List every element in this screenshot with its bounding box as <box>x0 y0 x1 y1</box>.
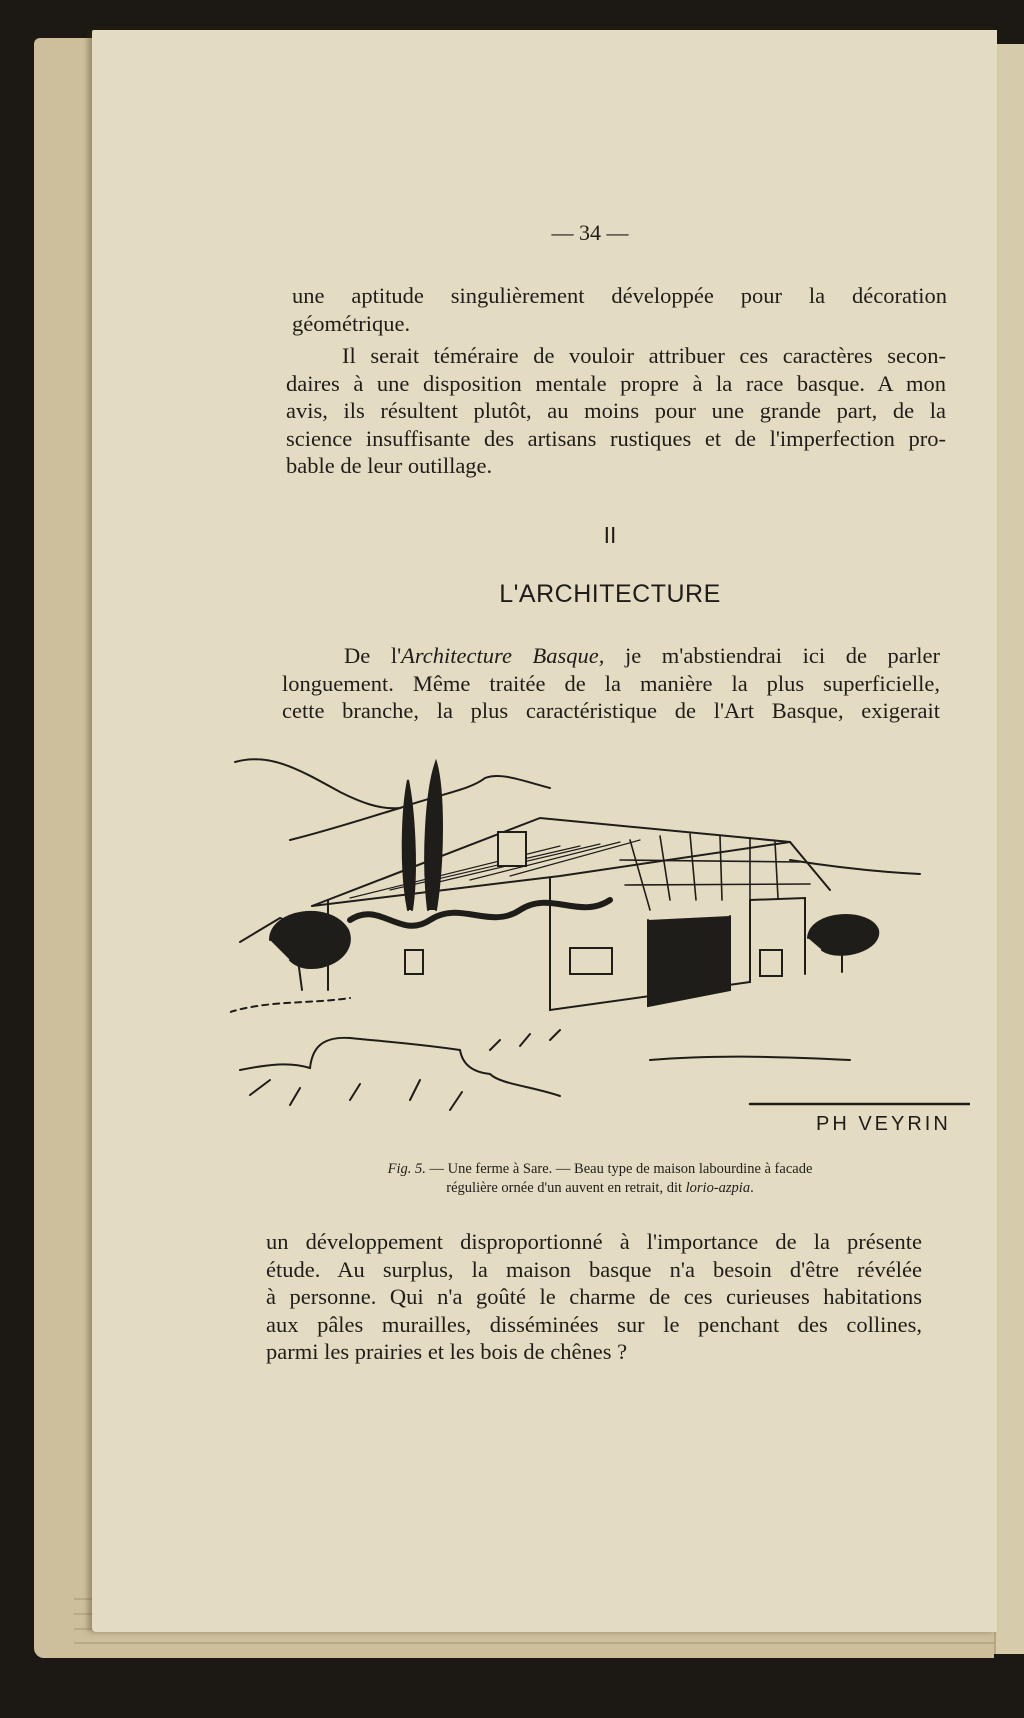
text-line <box>282 642 940 670</box>
next-page-edge <box>994 44 1024 1654</box>
paragraph-3 <box>282 642 940 725</box>
tree-left <box>270 912 350 968</box>
caption-line <box>300 1179 900 1198</box>
cypress-tree <box>403 780 415 910</box>
porch-opening <box>648 916 730 1006</box>
stone-wall <box>240 1038 560 1096</box>
intro-paragraph <box>292 282 947 337</box>
text-line: Il serait téméraire de vouloir attribuer ces caractères secon- <box>342 343 946 368</box>
ground-line <box>650 1057 850 1060</box>
text-line: à personne. Qui n'a goûté le charme de ces curieuses habitations <box>266 1284 922 1309</box>
page-number: — 34 — <box>551 220 629 245</box>
section-number: II <box>603 522 617 548</box>
caption-italic-term: lorio-azpia <box>685 1180 751 1196</box>
caption-text: régulière ornée d'un auvent en retrait, dit <box>446 1180 686 1196</box>
roof-hatching <box>350 840 640 898</box>
paragraph-2 <box>286 342 946 480</box>
mountain-line <box>235 759 400 808</box>
page-edge-line <box>74 1642 1014 1644</box>
grass-stroke <box>490 1030 560 1050</box>
caption-line <box>300 1160 900 1179</box>
text-line: avis, ils résultent plutôt, au moins pour une grande part, de la <box>286 398 946 423</box>
text-line: longuement. Même traitée de la manière la plus superficielle, <box>282 670 940 696</box>
chimney <box>498 832 526 866</box>
text-line: étude. Au surplus, la maison basque n'a besoin d'être révélée <box>266 1256 922 1282</box>
figure-caption <box>300 1160 900 1198</box>
text-line: parmi les prairies et les bois de chênes ? <box>266 1339 628 1364</box>
ground-line <box>230 998 350 1012</box>
caption-text: — Une ferme à Sare. — Beau type de maison labourdine à facade <box>425 1161 813 1177</box>
text-line: géométrique. <box>292 310 411 336</box>
text-line: bable de leur outillage. <box>286 453 493 478</box>
text-line: cette branche, la plus caractéristique de l'Art Basque, exigerait <box>282 698 940 723</box>
text-line: aux pâles murailles, disséminées sur le penchant des collines, <box>266 1311 922 1337</box>
caption-text: . <box>750 1180 754 1196</box>
vine-foliage <box>350 900 610 926</box>
text-fragment: je m'abstiendrai ici de parler <box>604 643 940 668</box>
timber-framing <box>630 834 778 910</box>
grass-stroke <box>250 1080 462 1110</box>
window <box>570 948 612 974</box>
section-title: L'ARCHITECTURE <box>499 580 721 608</box>
horizon-line <box>790 860 920 874</box>
text-line: une aptitude singulièrement développée pour la décoration <box>292 283 947 308</box>
text-line: science insuffisante des artisans rustiques et de l'imperfection pro- <box>286 425 946 451</box>
cypress-tree <box>425 762 442 910</box>
tree-right <box>808 915 878 955</box>
artist-signature: PH VEYRIN <box>816 1113 951 1135</box>
text-line: un développement disproportionné à l'importance de la présente <box>266 1229 922 1254</box>
window <box>405 950 423 974</box>
window <box>760 950 782 976</box>
italic-phrase: Architecture Basque, <box>401 643 605 668</box>
house-wall <box>750 898 805 974</box>
paragraph-4 <box>266 1228 922 1366</box>
text-fragment: De l' <box>344 643 402 668</box>
farmhouse-illustration <box>230 750 970 1160</box>
figure-label: Fig. 5. <box>387 1161 426 1177</box>
text-line: daires à une disposition mentale propre à la race basque. A mon <box>286 370 946 396</box>
